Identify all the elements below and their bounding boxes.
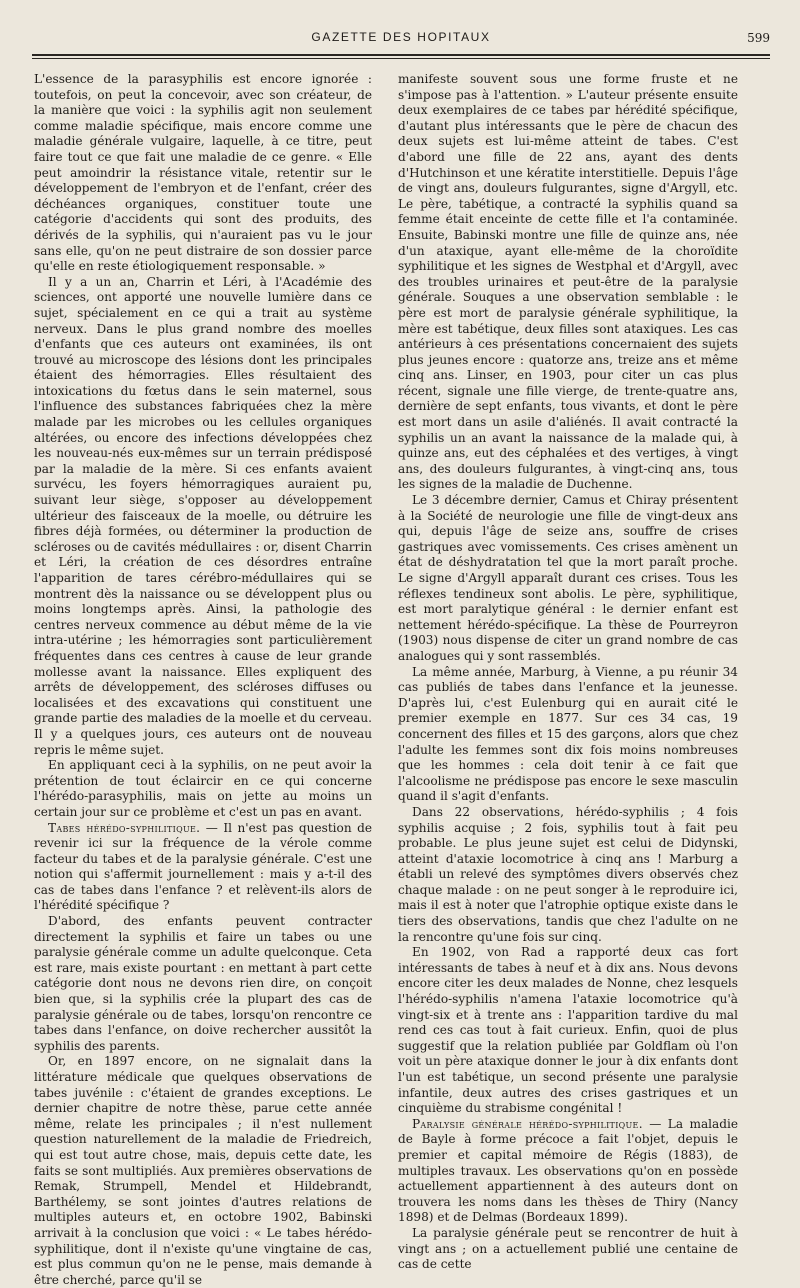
paragraph [398, 805, 738, 945]
paragraph-text: Le 3 décembre dernier, Camus et Chiray présentent à la Société de neurologie une fille de vingt-deux ans qui, depuis l'âge de seize ans, souffre de crises gastriques avec vomissements. Ces crises amènent un état de déshydratation tel que la mort paraît proche. Le signe d'Argyll apparaît durant ces crises. Tous les réflexes tendineux sont abolis. Le père, syphilitique, est mort paralytique général : le dernier enfant est nettement hérédo-spécifique. La thèse de Pourreyron (1903) nous dispense de citer un grand nombre de cas analogues qui y sont rassemblés. [398, 493, 738, 663]
paragraph [34, 72, 372, 275]
paragraph [398, 72, 738, 493]
paragraph-text: L'essence de la parasyphilis est encore ignorée : toutefois, on peut la concevoir, avec son créateur, de la manière que voici : la syphilis agit non seulement comme maladie spécifique, mais encore comme une maladie générale vulgaire, laquelle, à ce titre, peut faire tout ce que fait une maladie de ce genre. « Elle peut amoindrir la résistance vitale, retentir sur le développement de l'embryon et de l'enfant, créer des déchéances organiques, constituer toute une catégorie d'accidents qui sont des produits, des dérivés de la syphilis, qui n'auraient pas vu le jour sans elle, qu'on ne peut distraire de son dossier parce qu'elle en reste étiologiquement responsable. » [34, 72, 372, 274]
paragraph [398, 493, 738, 665]
paragraph [398, 1117, 738, 1226]
paragraph-text: manifeste souvent sous une forme fruste et ne s'impose pas à l'attention. » L'auteur présente ensuite deux exemplaires de ce tabes par hérédité spécifique, d'autant plus intéressants que le père de chacun des deux sujets est lui-même atteint de tabes. C'est d'abord une fille de 22 ans, ayant des dents d'Hutchinson et une kératite interstitielle. Depuis l'âge de vingt ans, douleurs fulgurantes, signe d'Argyll, etc. Le père, tabétique, a contracté la syphilis quand sa femme était enceinte de cette fille et l'a contaminée. Ensuite, Babinski montre une fille de quinze ans, née d'un ataxique, ayant elle-même de la choroïdite syphilitique et les signes de Westphal et d'Argyll, avec des troubles urinaires et peut-être de la paralysie générale. Souques a une observation semblable : le père est mort de paralysie générale syphilitique, la mère est tabétique, deux filles sont ataxiques. Les cas antérieurs à ces présentations concernaient des sujets plus jeunes encore : quatorze ans, treize ans et même cinq ans. Linser, en 1903, pour citer un cas plus récent, signale une fille vierge, de trente-quatre ans, dernière de sept enfants, tous vivants, et dont le père est mort dans un asile d'aliénés. Il avait contracté la syphilis un an avant la naissance de la malade qui, à quinze ans, eut des céphalées et des vertiges, à vingt ans, des douleurs fulgurantes, à vingt-cinq ans, tous les signes de la maladie de Duchenne. [398, 72, 738, 492]
header-rule-thin [32, 58, 770, 59]
paragraph [34, 275, 372, 758]
paragraph-text: La paralysie générale peut se rencontrer de huit à vingt ans ; on a actuellement publié une centaine de cas de cette [398, 1225, 738, 1272]
paragraph-text: Dans 22 observations, hérédo-syphilis ; 4 fois syphilis acquise ; 2 fois, syphilis tout à fait peu probable. Le plus jeune sujet est celui de Didynski, atteint d'ataxie locomotrice à cinq ans ! Marburg a établi un relevé des symptômes divers observés chez chaque malade : on ne peut songer à le reproduire ici, mais il est à noter que l'atrophie optique existe dans le tiers des observations, tandis que chez l'adulte on ne la rencontre qu'une fois sur cinq. [398, 804, 738, 944]
page-number: 599 [747, 31, 770, 45]
paragraph [34, 1054, 372, 1288]
paragraph-text: En appliquant ceci à la syphilis, on ne peut avoir la prétention de tout éclaircir en ce qui concerne l'hérédo-parasyphilis, mais on jette au moins un certain jour sur ce problème et c'est un pas en avant. [34, 758, 372, 819]
section-heading: Tabes hérédo-syphilitique. [48, 820, 201, 835]
paragraph-text: Or, en 1897 encore, on ne signalait dans la littérature médicale que quelques observations de tabes juvénile : c'étaient de grandes exceptions. Le dernier chapitre de notre thèse, parue cette année même, relate les principales ; il n'est nullement question naturellement de la maladie de Friedreich, qui est tout autre chose, mais, depuis cette date, les faits se sont multipliés. Aux premières observations de Remak, Strumpell, Mendel et Hildebrandt, Barthélemy, se sont jointes d'autres relations de multiples auteurs et, en octobre 1902, Babinski arrivait à la conclusion que voici : « Le tabes hérédo-syphilitique, dont il n'existe qu'une vingtaine de cas, est plus commun qu'on ne le pense, mais demande à être cherché, parce qu'il se [34, 1054, 372, 1287]
paragraph [398, 1226, 738, 1273]
paragraph-text: — La maladie de Bayle à forme précoce a fait l'objet, depuis le premier et capital mémoire de Régis (1883), de multiples travaux. Les observations qu'on en possède actuellement appartiennent à des auteurs dont on trouvera les noms dans les thèses de Thiry (Nancy 1898) et de Delmas (Bordeaux 1899). [398, 1116, 738, 1225]
journal-title: GAZETTE DES HOPITAUX [311, 30, 491, 44]
running-header [32, 30, 770, 52]
paragraph-text: Il y a un an, Charrin et Léri, à l'Académie des sciences, ont apporté une nouvelle lumière dans ce sujet, spécialement en ce qui a trait au système nerveux. Dans le plus grand nombre des moelles d'enfants que ces auteurs ont examinées, ils ont trouvé au microscope des lésions dont les principales étaient des hémorragies. Elles résultaient des intoxications du fœtus dans le sein maternel, sous l'influence des substances fabriquées chez la mère malade par les microbes ou les cellules organiques altérées, ou encore des infections développées chez les nouveau-nés eux-mêmes sur un terrain prédisposé par la maladie de la mère. Si ces enfants avaient survécu, les foyers hémorragiques auraient pu, suivant leur siège, s'opposer au développement ultérieur des faisceaux de la moelle, ou détruire les fibres déjà formées, ou déterminer la production de scléroses ou de cavités médullaires : or, disent Charrin et Léri, la création de ces désordres entraîne l'apparition de tares cérébro-médullaires qui se montrent dès la naissance ou se développent plus ou moins longtemps après. Ainsi, la pathologie des centres nerveux commence au début même de la vie intra-utérine ; les hémorragies sont particulièrement fréquentes dans ces centres à cause de leur grande mollesse avant la naissance. Elles expliquent des arrêts de développement, des scléroses diffuses ou localisées et des excavations qui constituent une grande partie des maladies de la moelle et du cerveau. Il y a quelques jours, ces auteurs ont de nouveau repris le même sujet. [34, 274, 372, 757]
right-column [398, 72, 738, 1272]
paragraph [398, 665, 738, 805]
paragraph [34, 821, 372, 915]
left-column [34, 72, 372, 1287]
paragraph-text: En 1902, von Rad a rapporté deux cas fort intéressants de tabes à neuf et à dix ans. Nous devons encore citer les deux malades de Nonne, chez lesquels l'hérédo-syphilis n'amena l'ataxie locomotrice qu'à vingt-six et à trente ans : l'apparition tardive du mal rend ces cas tout à fait curieux. Enfin, quoi de plus suggestif que la relation publiée par Goldflam où l'on voit un père ataxique donner le jour à dix enfants dont l'un est tabétique, un second présente une paralysie infantile, deux autres des crises gastriques et un cinquième du strabisme congénital ! [398, 945, 738, 1116]
paragraph [398, 945, 738, 1117]
section-heading: Paralysie générale hérédo-syphilitique. [412, 1116, 643, 1131]
header-rule-thick [32, 54, 770, 56]
paragraph [34, 914, 372, 1054]
paragraph-text: — Il n'est pas question de revenir ici sur la fréquence de la vérole comme facteur du tabes et de la paralysie générale. C'est une notion qui s'affermit journellement : mais y a-t-il des cas de tabes dans l'enfance ? et relèvent-ils alors de l'hérédité spécifique ? [34, 820, 372, 913]
paragraph [34, 758, 372, 820]
paragraph-text: La même année, Marburg, à Vienne, a pu réunir 34 cas publiés de tabes dans l'enfance et la jeunesse. D'après lui, c'est Eulenburg qui en aurait cité le premier exemple en 1877. Sur ces 34 cas, 19 concernent des filles et 15 des garçons, alors que chez l'adulte les femmes sont dix fois moins nombreuses que les hommes : cela doit tenir à ce fait que l'alcoolisme ne prédispose pas encore le sexe masculin quand il s'agit d'enfants. [398, 664, 738, 804]
paragraph-text: D'abord, des enfants peuvent contracter directement la syphilis et faire un tabes ou une paralysie générale comme un adulte quelconque. Ceta est rare, mais existe pourtant : en mettant à part cette catégorie dont nous ne devons rien dire, on conçoit bien que, si la syphilis crée la plupart des cas de paralysie générale ou de tabes, lorsqu'on rencontre ce tabes dans l'enfance, on doive rechercher aussitôt la syphilis des parents. [34, 914, 372, 1053]
